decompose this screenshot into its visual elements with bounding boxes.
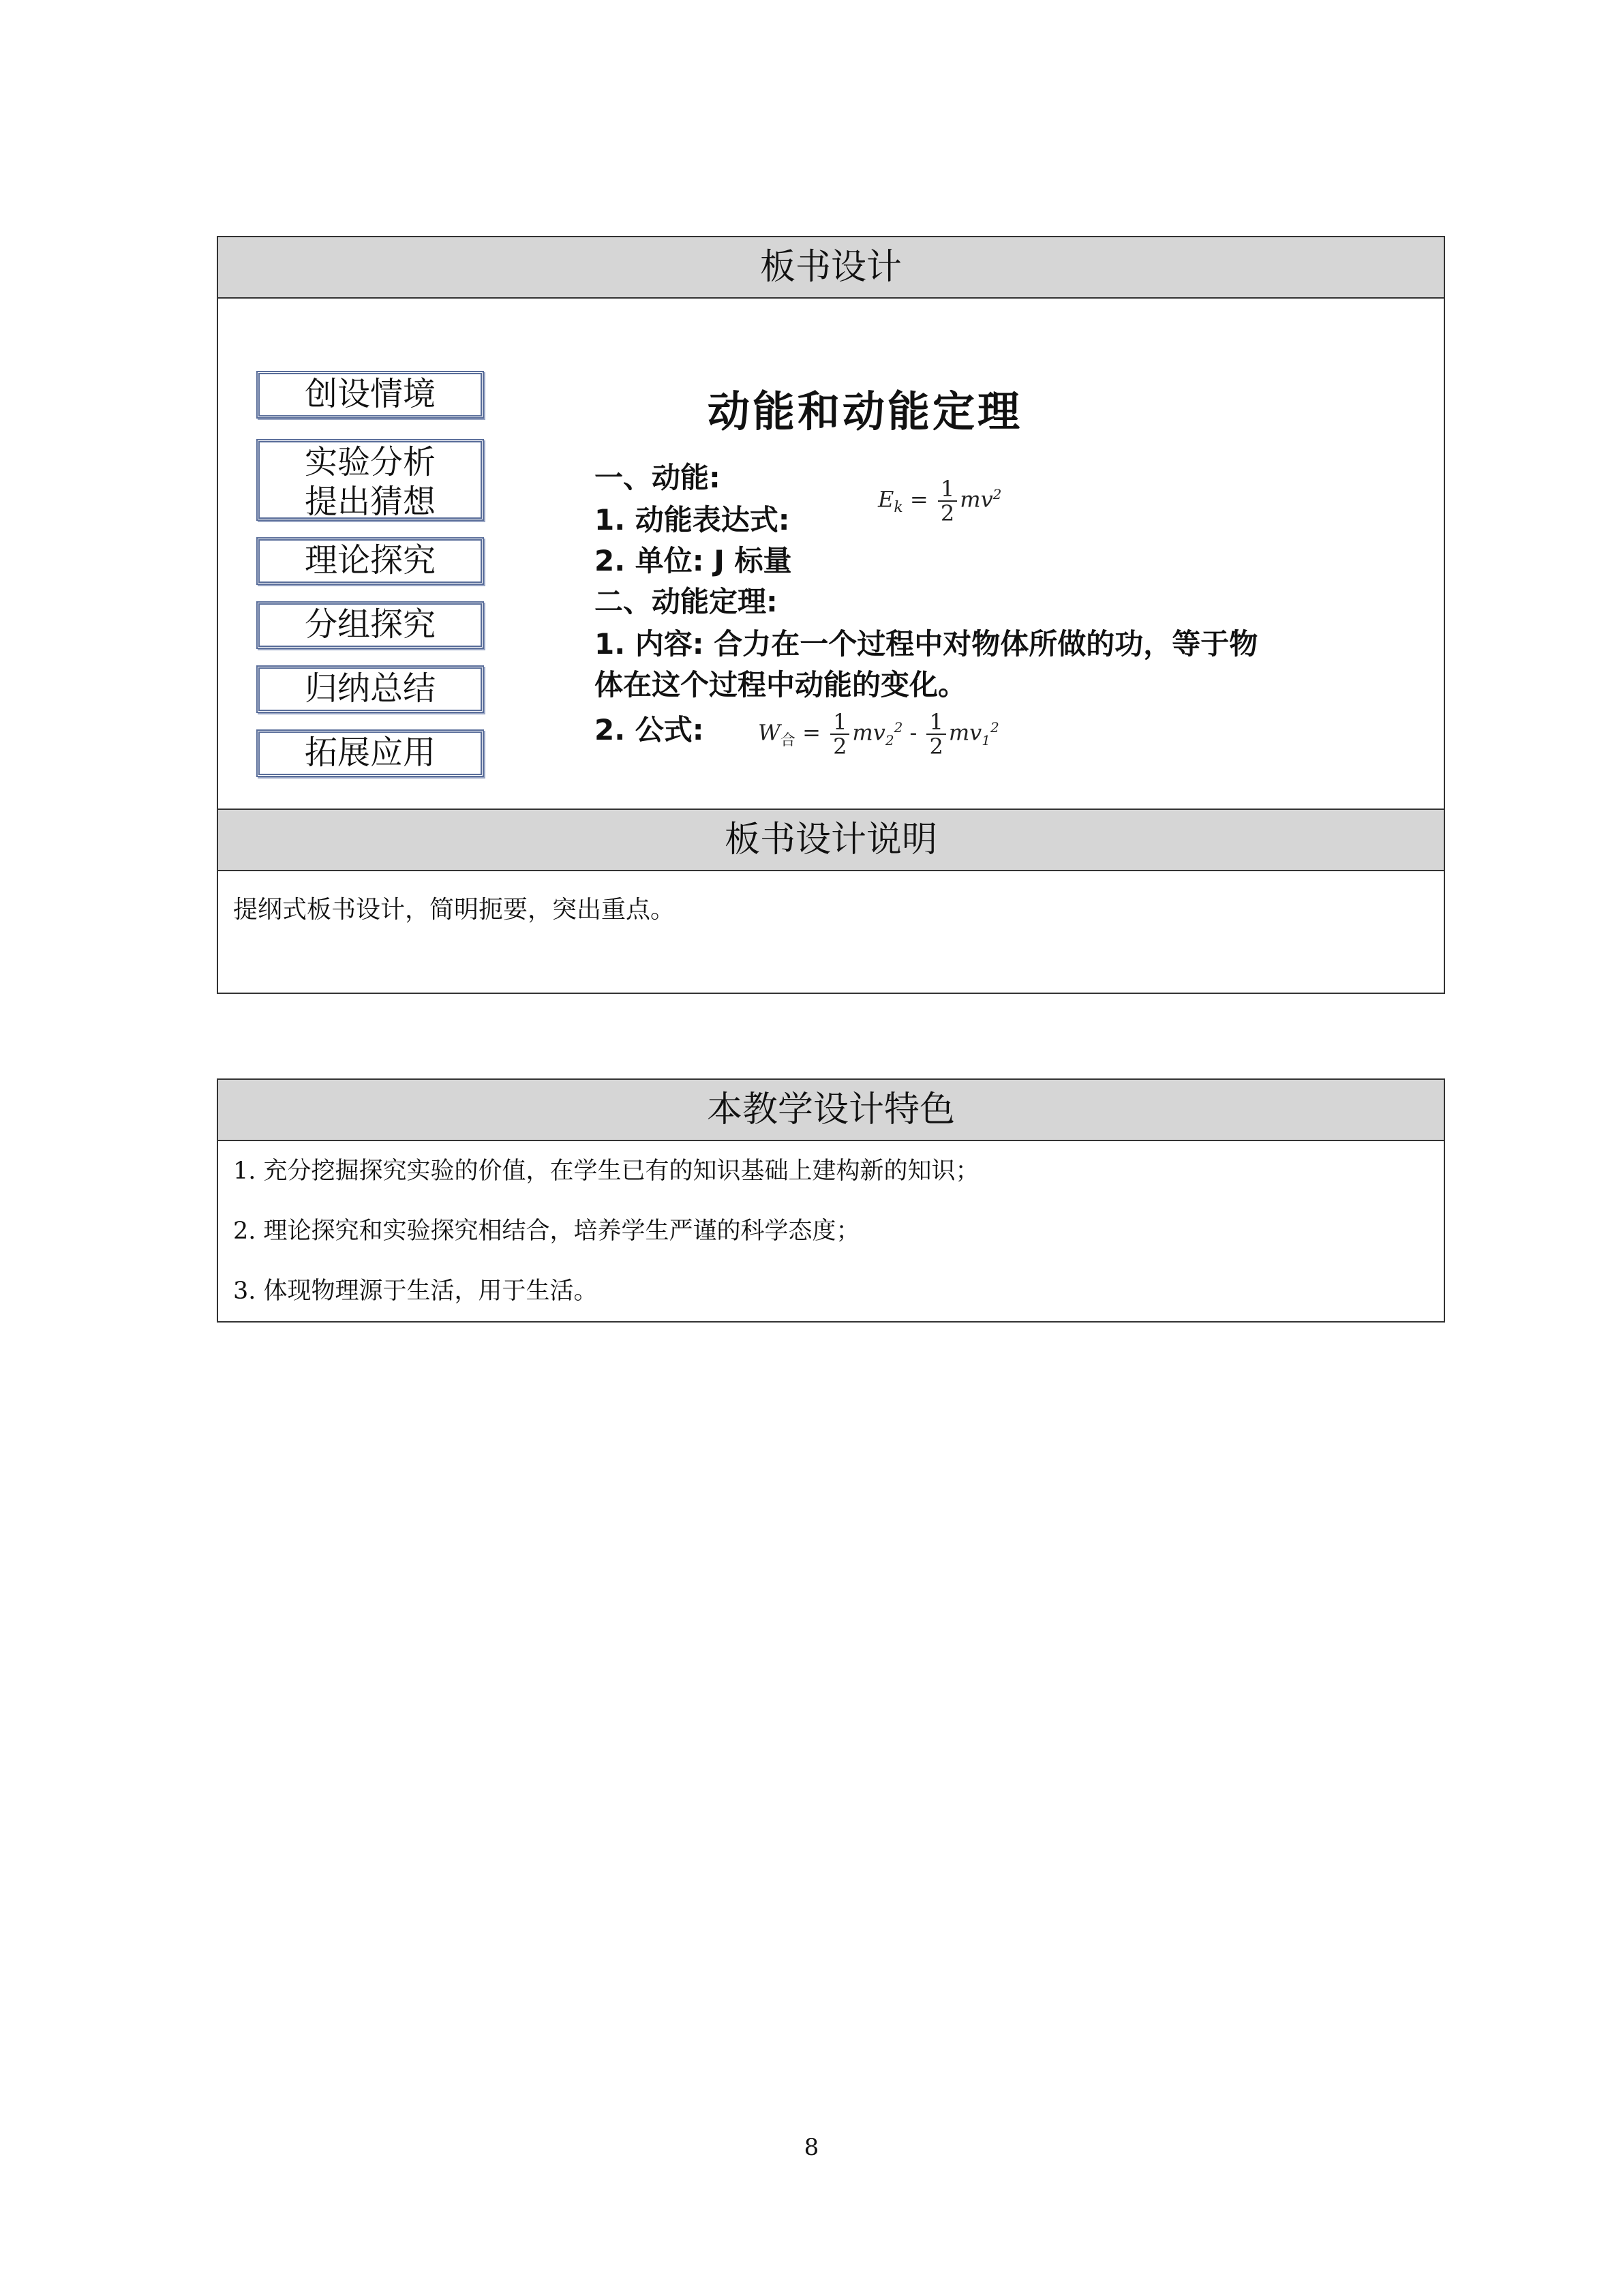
flow-box-4: 分组探究: [256, 601, 484, 649]
board-design-table: [217, 236, 1445, 994]
feature-item: 3. 体现物理源于生活，用于生活。: [233, 1278, 598, 1305]
flow-box-1: 创设情境: [256, 371, 484, 419]
board-line-5: 1. 内容: 合力在一个过程中对物体所做的功，等于物: [594, 627, 1258, 661]
board-line-1: 一、动能:: [594, 461, 721, 494]
flow-box-5: 归纳总结: [256, 665, 484, 713]
board-line-2: 1. 动能表达式:: [594, 503, 790, 537]
board-title: 动能和动能定理: [708, 387, 1023, 436]
flow-box-6: 拓展应用: [256, 729, 484, 777]
feature-item: 2. 理论探究和实验探究相结合，培养学生严谨的科学态度；: [233, 1218, 860, 1245]
board-explain-text: 提纲式板书设计，简明扼要，突出重点。: [233, 896, 676, 924]
feature-item: 1. 充分挖掘探究实验的价值，在学生已有的知识基础上建构新的知识；: [233, 1158, 980, 1185]
board-line-3: 2. 单位: J 标量: [594, 544, 792, 577]
board-content: [218, 299, 1444, 809]
work-energy-formula: $W_合$ = $\frac{1}{2}$ $mv_2^2$ - $\frac{1}{2}$ $mv_1^2$: [758, 709, 999, 759]
kinetic-energy-formula: $E_k$ = $\frac{1}{2}$ $mv^2$: [878, 476, 1002, 526]
board-line-7: 2. 公式:: [594, 713, 704, 746]
board-design-header: 板书设计: [218, 237, 1444, 299]
board-explain-header: 板书设计说明: [218, 809, 1444, 871]
features-table: [217, 1078, 1445, 1323]
board-line-6: 体在这个过程中动能的变化。: [594, 668, 967, 701]
board-line-4: 二、动能定理:: [594, 585, 778, 618]
page-number: 8: [804, 2134, 819, 2161]
flow-box-3: 理论探究: [256, 537, 484, 585]
features-header: 本教学设计特色: [218, 1080, 1444, 1141]
flow-box-2: 实验分析 提出猜想: [256, 439, 484, 521]
